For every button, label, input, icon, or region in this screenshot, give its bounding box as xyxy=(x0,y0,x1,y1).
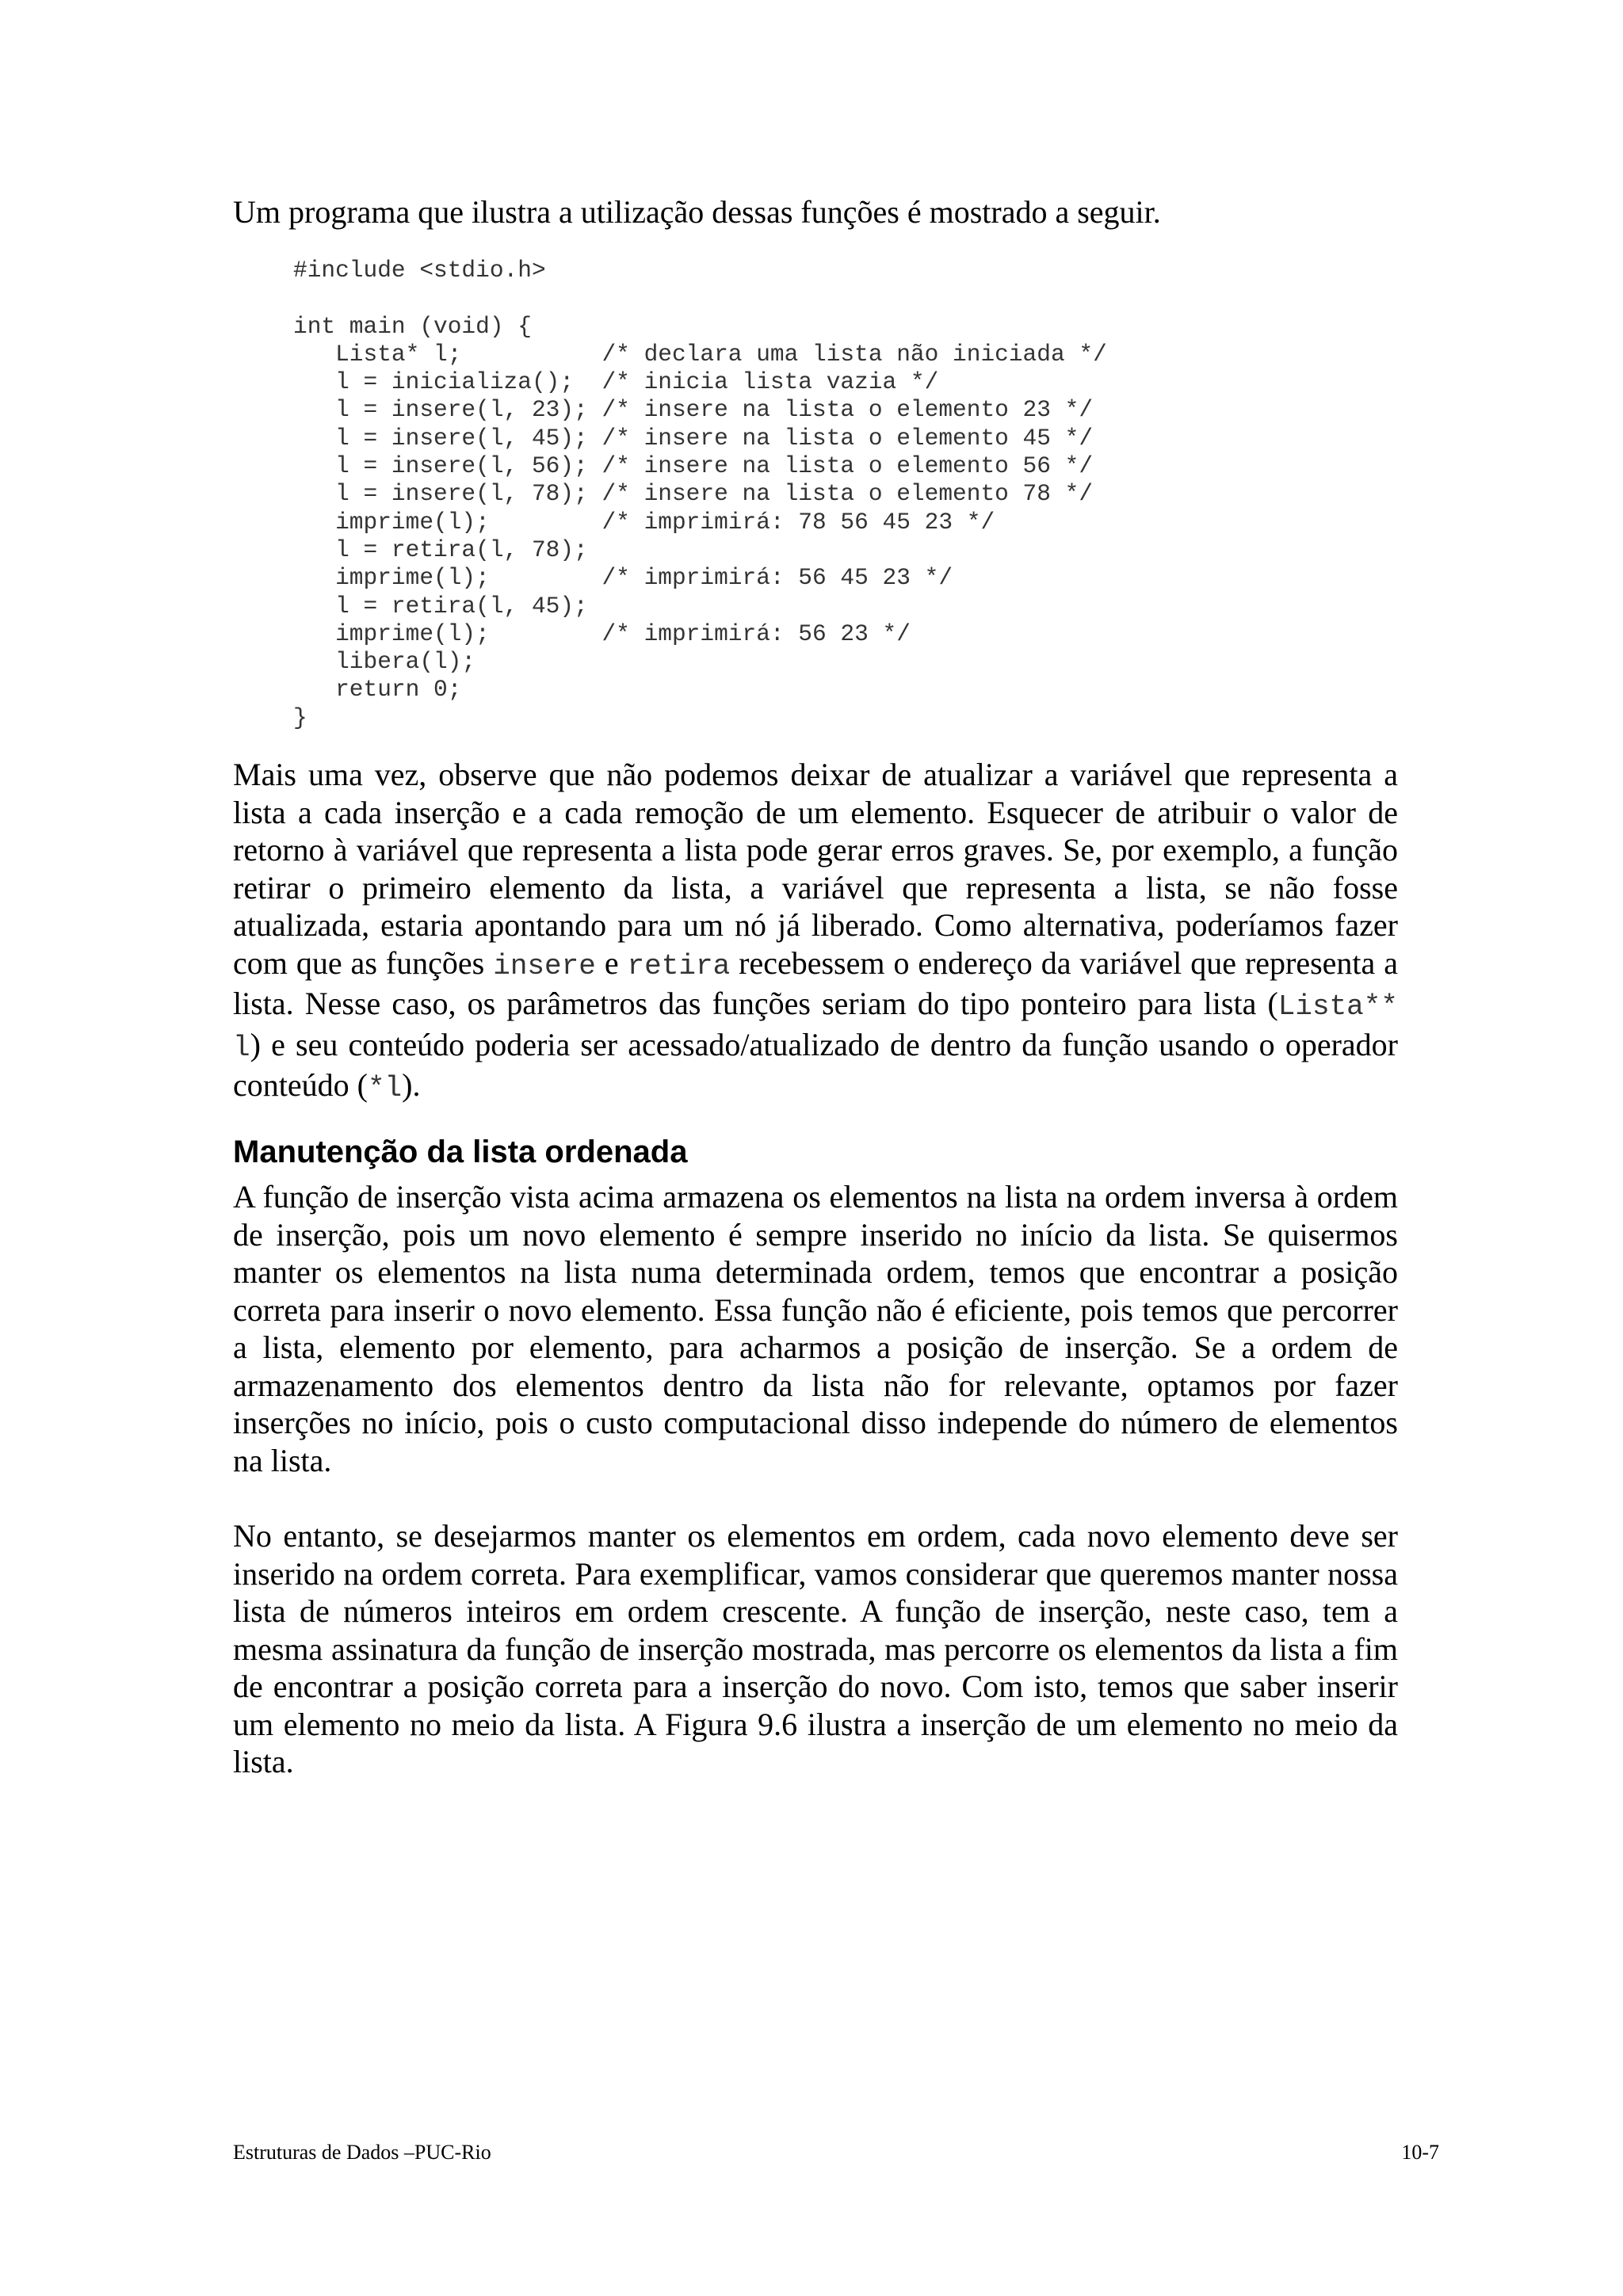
paragraph-ordered-example: No entanto, se desejarmos manter os elementos em ordem, cada novo elemento deve ser inserido na ordem correta. Para exemplificar, vamos considerar que queremos manter nossa lista de números inteiros em ordem crescente. A função de inserção, neste caso, tem a mesma assinatura da função de inserção mostrada, mas percorre os elementos da lista a fim de encontrar a posição correta para a inserção do novo. Com isto, temos que saber inserir um elemento no meio da lista. A Figura 9.6 ilustra a inserção de um elemento no meio da lista. xyxy=(233,1518,1398,1779)
code-line: Lista* l; /* declara uma lista não iniciada */ xyxy=(293,340,1107,368)
code-line: imprime(l); /* imprimirá: 78 56 45 23 */ xyxy=(293,508,995,536)
code-line: l = insere(l, 45); /* insere na lista o elemento 45 */ xyxy=(293,424,1094,452)
inline-code-retira: retira xyxy=(627,949,731,982)
code-line: } xyxy=(293,704,307,731)
intro-sentence: Um programa que ilustra a utilização dessas funções é mostrado a seguir. xyxy=(233,194,1161,230)
page-number: 10-7 xyxy=(1401,2141,1439,2164)
inline-code-insere: insere xyxy=(493,949,596,982)
inline-code-lista-pointer: Lista** l xyxy=(233,990,1398,1064)
paragraph-text: e xyxy=(595,944,628,981)
code-line: imprime(l); /* imprimirá: 56 45 23 */ xyxy=(293,564,953,592)
code-line: l = retira(l, 45); xyxy=(293,592,588,620)
code-block xyxy=(293,257,1107,732)
code-line: int main (void) { xyxy=(293,312,532,340)
paragraph-text: ). xyxy=(402,1067,421,1103)
paragraph-ordered-insertion: A função de inserção vista acima armazena os elementos na lista na ordem inversa à ordem de inserção, pois um novo elemento é sempre inserido no início da lista. Se quisermos manter os elementos na lista numa determinada ordem, temos que encontrar a posição correta para inserir o novo elemento. Essa função não é eficiente, pois temos que percorrer a lista, elemento por elemento, para acharmos a posição de inserção. Se a ordem de armazenamento dos elementos dentro da lista não for relevante, optamos por fazer inserções no início, pois o custo computacional disso independe do número de elementos na lista. xyxy=(233,1179,1398,1478)
code-line: libera(l); xyxy=(293,648,476,676)
code-line: l = retira(l, 78); xyxy=(293,536,588,563)
code-line: return 0; xyxy=(293,676,462,704)
code-line: l = insere(l, 23); /* insere na lista o elemento 23 */ xyxy=(293,396,1094,424)
paragraph-text: Mais uma vez, observe que não podemos deixar de atualizar a variável que representa a lista a cada inserção e a cada remoção de um elemento. Esquecer de atribuir o valor de retorno à variável que representa a lista pode gerar erros graves. Se, por exemplo, a função retirar o primeiro elemento da lista, a variável que representa a lista, se não fosse atualizada, estaria apontando para um nó já liberado. Como alternativa, poderíamos fazer com que as funções xyxy=(233,757,1398,981)
code-line: imprime(l); /* imprimirá: 56 23 */ xyxy=(293,620,911,647)
paragraph-text: recebessem o endereço da variável que representa a lista. Nesse caso, os parâmetros das funções seriam do tipo ponteiro para lista ( xyxy=(233,944,1398,1021)
section-heading: Manutenção da lista ordenada xyxy=(233,1135,688,1169)
code-line: l = insere(l, 78); /* insere na lista o elemento 78 */ xyxy=(293,480,1094,508)
code-line xyxy=(293,284,1107,312)
paragraph-update-variable xyxy=(233,756,1398,1108)
code-line: #include <stdio.h> xyxy=(293,257,546,284)
footer-title: Estruturas de Dados –PUC-Rio xyxy=(233,2141,491,2164)
inline-code-deref: *l xyxy=(367,1072,403,1104)
code-line: l = insere(l, 56); /* insere na lista o elemento 56 */ xyxy=(293,452,1094,480)
code-line: l = inicializa(); /* inicia lista vazia */ xyxy=(293,368,939,396)
paragraph-text: ) e seu conteúdo poderia ser acessado/atualizado de dentro da função usando o operador conteúdo ( xyxy=(233,1026,1398,1103)
